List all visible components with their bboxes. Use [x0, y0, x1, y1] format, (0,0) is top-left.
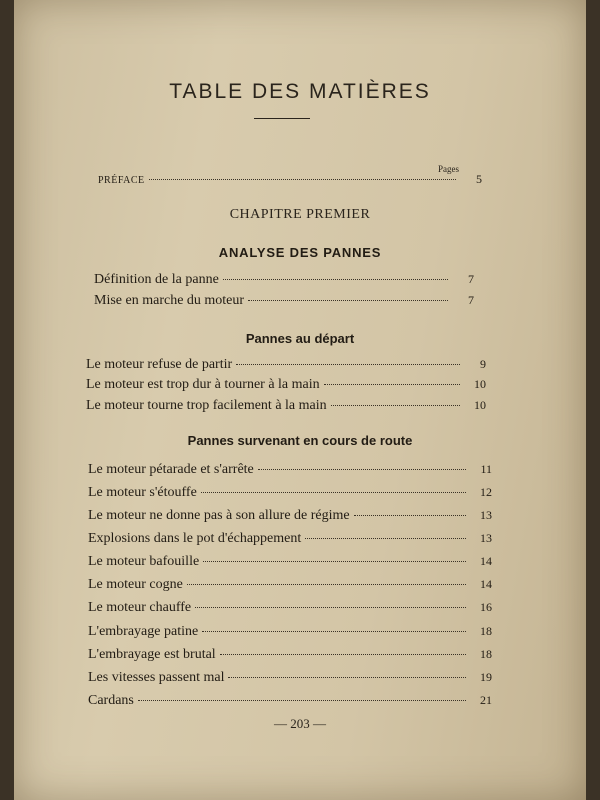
section-heading: ANALYSE DES PANNES	[218, 245, 382, 260]
leader-dots	[248, 300, 448, 301]
leader-dots	[187, 584, 466, 585]
toc-entry-page: 7	[468, 293, 474, 307]
toc-entry	[86, 398, 486, 414]
toc-entry	[88, 554, 492, 570]
leader-dots	[223, 279, 448, 280]
toc-entry-page: 14	[480, 577, 492, 591]
toc-entry	[88, 462, 492, 478]
leader-dots	[202, 631, 466, 632]
toc-entry	[86, 357, 486, 373]
page-title: TABLE DES MATIÈRES	[169, 80, 431, 103]
toc-entry-page: 19	[480, 670, 492, 684]
leader-dots	[324, 384, 460, 385]
toc-entry-page: 21	[480, 693, 492, 707]
page-number: — 203 —	[274, 716, 326, 731]
toc-entry-label: Cardans	[88, 693, 134, 708]
toc-entry	[88, 647, 492, 663]
toc-entry-label: Le moteur pétarade et s'arrête	[88, 462, 254, 477]
book-page	[14, 0, 586, 800]
toc-entry-page: 10	[474, 398, 486, 412]
toc-entry-label: L'embrayage est brutal	[88, 647, 216, 662]
toc-entry-page: 12	[480, 485, 492, 499]
toc-entry-label: Mise en marche du moteur	[94, 293, 245, 308]
leader-dots	[149, 179, 456, 180]
leader-dots	[305, 538, 466, 539]
toc-entry-label: Le moteur tourne trop facilement à la main	[86, 398, 327, 413]
toc-entry	[94, 293, 474, 309]
toc-entry-label: PRÉFACE	[98, 175, 145, 186]
toc-entry-label: L'embrayage patine	[88, 624, 199, 639]
toc-entry-page: 10	[474, 377, 486, 391]
toc-entry	[88, 508, 492, 524]
pages-column-label: Pages	[438, 164, 459, 174]
toc-entry-page: 5	[476, 172, 482, 186]
toc-entry	[88, 693, 492, 709]
toc-entry-page: 16	[480, 600, 492, 614]
leader-dots	[228, 677, 466, 678]
toc-entry-label: Définition de la panne	[94, 272, 219, 287]
toc-entry	[88, 600, 492, 616]
leader-dots	[236, 364, 460, 365]
leader-dots	[220, 654, 466, 655]
toc-entry-page: 18	[480, 624, 492, 638]
title-rule	[254, 118, 310, 119]
toc-entry	[94, 272, 474, 288]
toc-entry	[88, 670, 492, 686]
toc-entry-label: Le moteur est trop dur à tourner à la main	[86, 377, 320, 392]
toc-entry-page: 9	[480, 357, 486, 371]
section-heading: Pannes survenant en cours de route	[187, 433, 413, 448]
toc-entry	[88, 624, 492, 640]
toc-entry	[88, 485, 492, 501]
toc-entry-preface	[98, 172, 482, 187]
toc-entry-label: Le moteur chauffe	[88, 600, 192, 615]
toc-entry-label: Les vitesses passent mal	[88, 670, 225, 685]
toc-entry-page: 7	[468, 272, 474, 286]
toc-entry	[88, 531, 492, 547]
toc-entry-label: Le moteur s'étouffe	[88, 485, 197, 500]
toc-entry	[86, 377, 486, 393]
toc-entry-page: 13	[480, 508, 492, 522]
toc-entry-label: Le moteur ne donne pas à son allure de régime	[88, 508, 350, 523]
toc-entry-page: 13	[480, 531, 492, 545]
leader-dots	[354, 515, 466, 516]
section-heading: Pannes au départ	[245, 331, 355, 346]
chapter-heading: CHAPITRE PREMIER	[229, 207, 371, 222]
toc-entry	[88, 577, 492, 593]
leader-dots	[258, 469, 466, 470]
leader-dots	[195, 607, 466, 608]
toc-entry-page: 18	[480, 647, 492, 661]
toc-entry-label: Le moteur bafouille	[88, 554, 200, 569]
toc-entry-label: Le moteur refuse de partir	[86, 357, 233, 372]
leader-dots	[203, 561, 466, 562]
toc-entry-page: 11	[480, 462, 492, 476]
toc-entry-label: Explosions dans le pot d'échappement	[88, 531, 302, 546]
leader-dots	[201, 492, 466, 493]
leader-dots	[331, 405, 460, 406]
toc-entry-label: Le moteur cogne	[88, 577, 183, 592]
leader-dots	[138, 700, 466, 701]
toc-entry-page: 14	[480, 554, 492, 568]
